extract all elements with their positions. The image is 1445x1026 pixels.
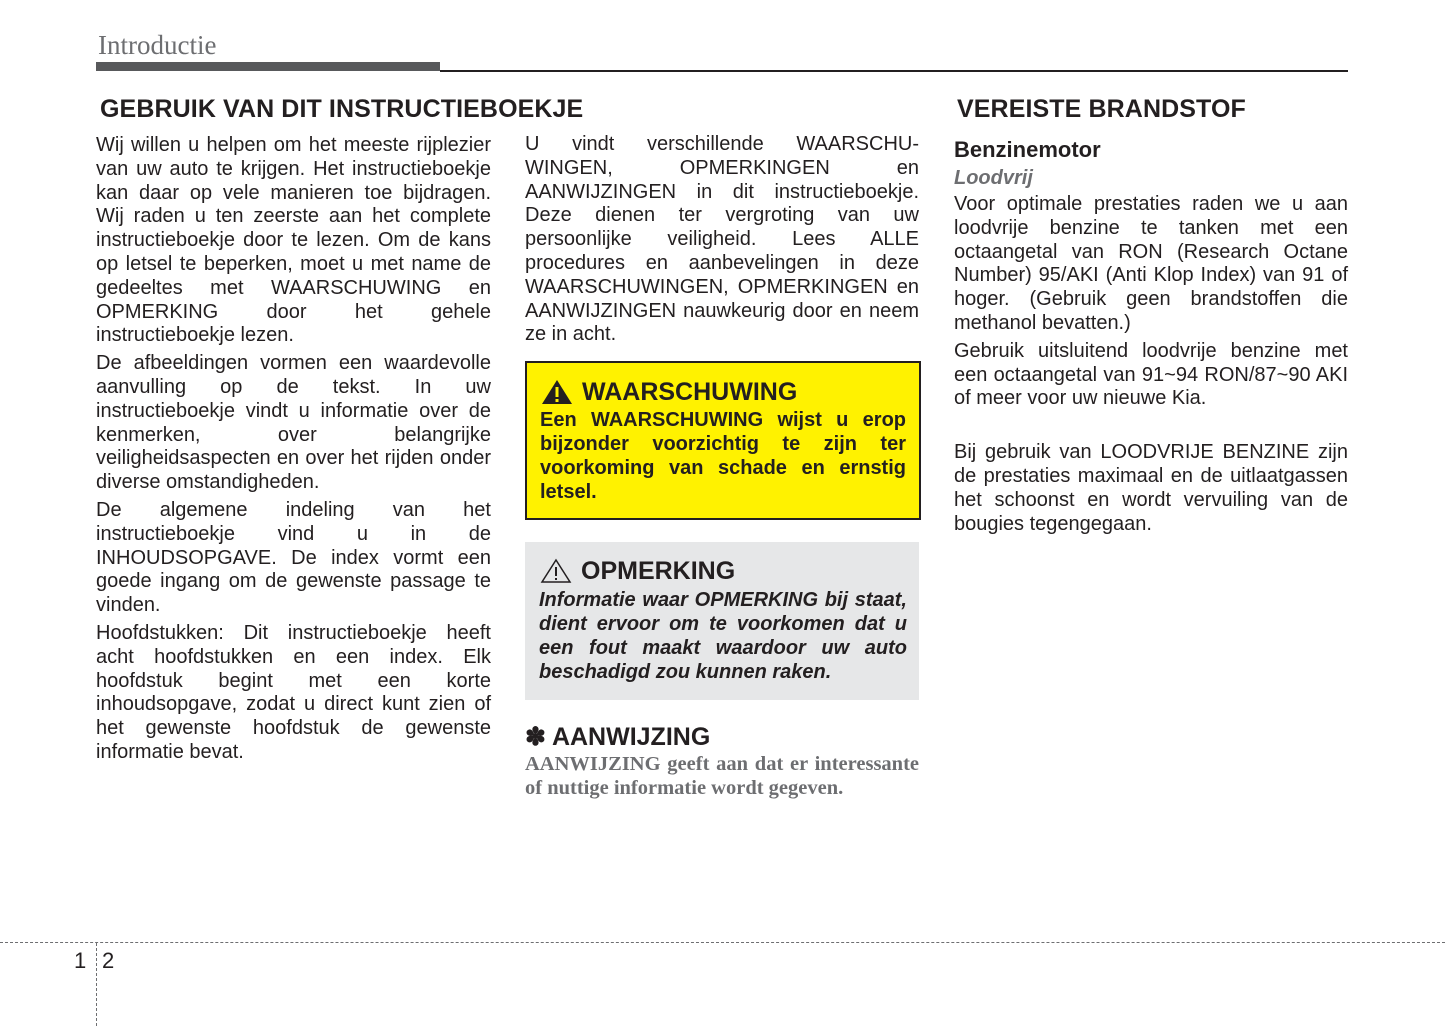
asterisk-icon: ✽	[525, 723, 546, 752]
warning-header	[540, 377, 906, 407]
note-header	[539, 554, 907, 588]
right-subheading: Benzinemotor	[954, 137, 1101, 162]
warning-text: Een WAARSCHUWING wijst u erop bijzonder voorzichtig te zijn ter voorkoming van schade en ernstig letsel.	[540, 409, 906, 504]
left-paragraph-1: Wij willen u helpen om het meeste rijplezier van uw auto te krijgen. Het instructieboekje kan daar op vele manieren toe bijdragen. Wij raden u ten zeerste aan het complete instructieboekje door te lezen. Om de kans op letsel te beperken, moet u met name de gedeeltes met WAARSCHUWING en OPMERKING door het gehele instructieboekje lezen.	[96, 134, 491, 347]
note-text: Informatie waar OPMERKING bij staat, dient ervoor om te voorkomen dat u een fout maakt waardoor uw auto beschadigd zou kunnen raken.	[539, 589, 907, 684]
note-box	[525, 542, 919, 700]
warning-title: WAARSCHUWING	[582, 378, 798, 407]
footer-dashed-line	[0, 942, 1445, 943]
header-rule-thick	[96, 62, 440, 71]
middle-intro: U vindt verschillende WAARSCHU-WINGEN, OPMERKINGEN en AANWIJZINGEN in dit instructieboekje. Deze dienen ter vergroting van uw persoonlijke veiligheid. Lees ALLE procedures en aanbevelingen in deze WAARSCHUWINGEN, OPMERKINGEN en AANWIJZINGEN nauwkeurig door en neem ze in acht.	[525, 133, 919, 346]
caution-triangle-icon	[539, 557, 573, 585]
hint-title: AANWIJZING	[551, 723, 711, 752]
right-column	[954, 90, 1348, 536]
page-number: 2	[102, 948, 115, 973]
warning-triangle-icon	[540, 378, 574, 406]
left-paragraph-4: Hoofdstukken: Dit instructieboekje heeft acht hoofdstukken en een index. Elk hoofdstuk begint met een korte inhoudsopgave, zodat u direct kunt zien of het gewenste hoofdstuk de gewenste informatie bevat.	[96, 621, 491, 763]
hint-header	[525, 722, 919, 752]
right-heading: VEREISTE BRANDSTOF	[957, 95, 1246, 123]
left-column	[96, 90, 584, 765]
left-heading: GEBRUIK VAN DIT INSTRUCTIEBOEKJE	[100, 95, 584, 123]
header-rule-thin	[440, 70, 1348, 72]
middle-column	[525, 90, 919, 800]
chapter-number: 1	[74, 948, 87, 973]
right-subsubheading: Loodvrij	[954, 167, 1033, 189]
warning-box	[525, 361, 921, 520]
footer-dashed-divider	[96, 943, 97, 1026]
right-paragraph-2: Gebruik uitsluitend loodvrije benzine met een octaangetal van 91~94 RON/87~90 AKI of meer voor uw nieuwe Kia.	[954, 339, 1348, 410]
section-title: Introductie	[98, 30, 217, 60]
left-paragraph-2: De afbeeldingen vormen een waardevolle aanvulling op de tekst. In uw instructieboekje vindt u informatie over de kenmerken, over belangrijke veiligheidsaspecten en over het rijden onder diverse omstandigheden.	[96, 352, 491, 494]
right-paragraph-1: Voor optimale prestaties raden we u aan loodvrije benzine te tanken met een octaangetal van RON (Research Octane Number) 95/AKI (Anti Klop Index) van 91 of hoger. (Gebruik geen brandstoffen die methanol bevatten.)	[954, 193, 1348, 334]
left-paragraph-3: De algemene indeling van het instructieboekje vind u in de INHOUDSOPGAVE. De index vormt een goede ingang om de gewenste passage te vinden.	[96, 498, 491, 617]
right-paragraph-3: Bij gebruik van LOODVRIJE BENZINE zijn de prestaties maximaal en de uitlaatgassen het schoonst en wordt vervuiling van de bougies tegengegaan.	[954, 441, 1348, 535]
hint-text: AANWIJZING geeft aan dat er interessante of nuttige informatie wordt gegeven.	[525, 753, 919, 800]
note-title: OPMERKING	[581, 557, 736, 586]
